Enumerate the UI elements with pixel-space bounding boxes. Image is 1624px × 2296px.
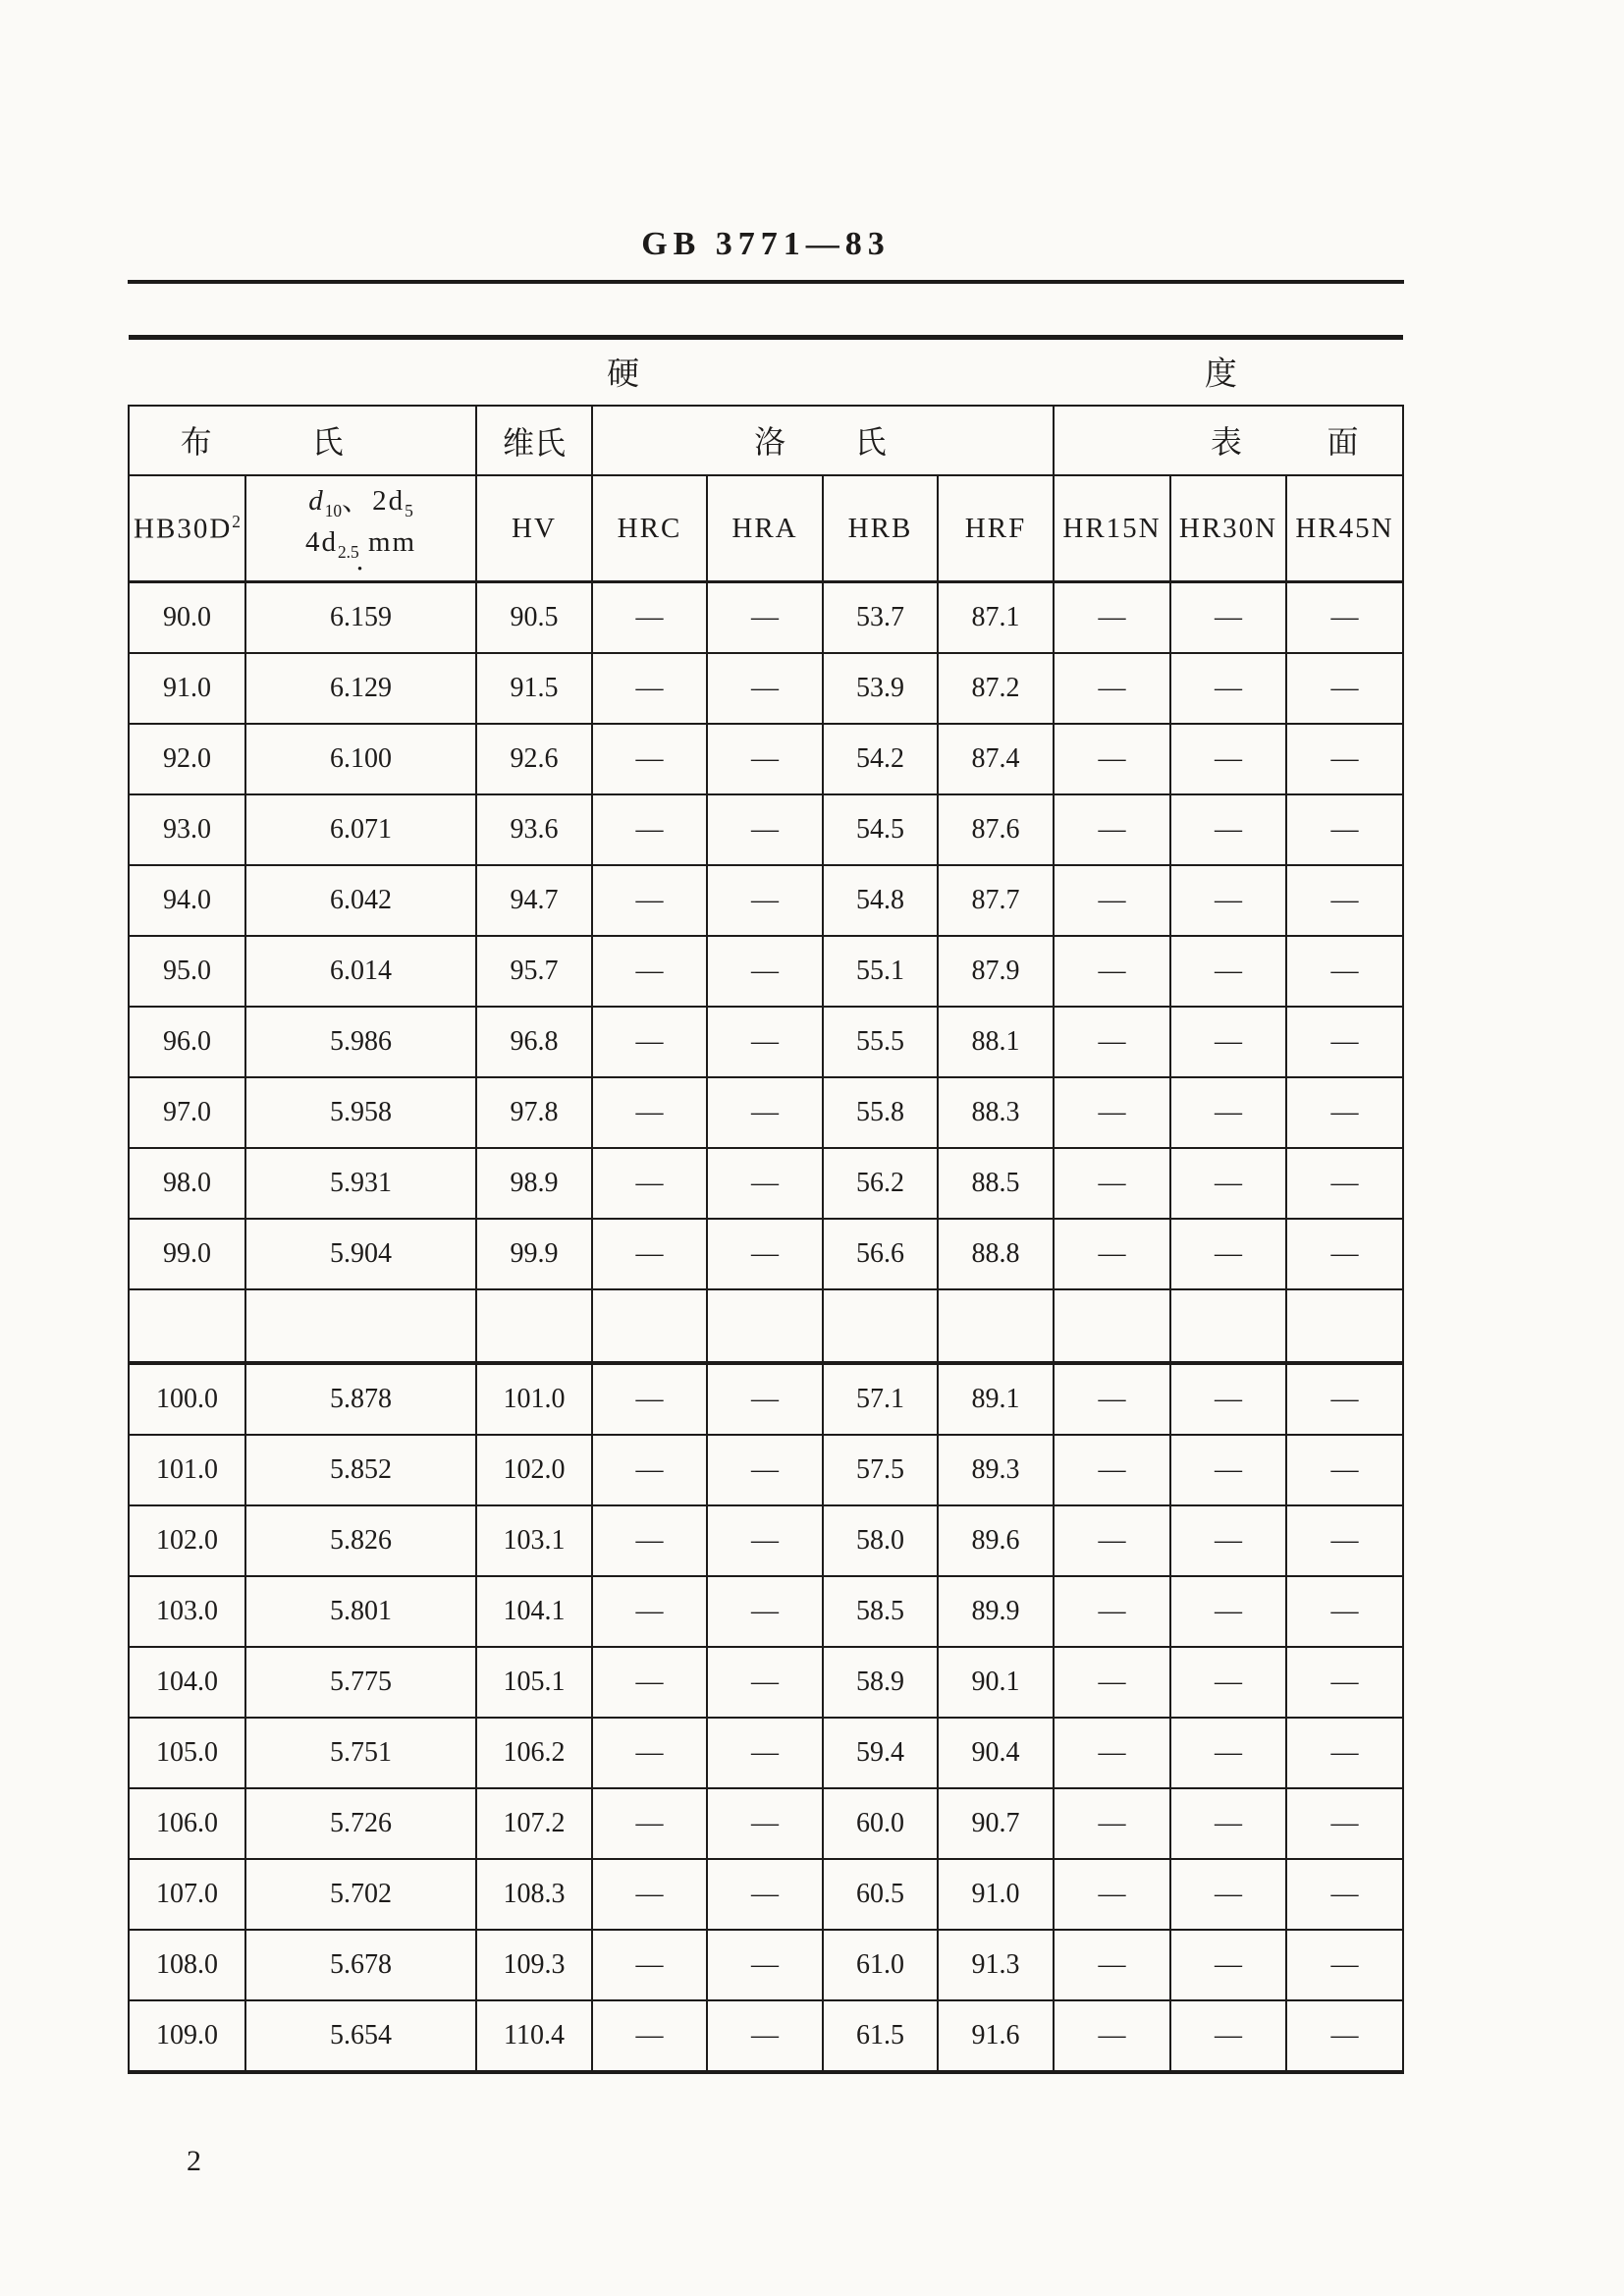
table-cell: 87.9 (938, 936, 1054, 1007)
table-cell: — (707, 1007, 823, 1077)
table-cell: — (1170, 865, 1286, 936)
table-cell: — (1170, 794, 1286, 865)
group-superficial-char2: 面 (1326, 423, 1359, 460)
hardness-conversion-table-wrap (128, 335, 1404, 2074)
table-cell: — (707, 1718, 823, 1788)
table-cell: 107.0 (129, 1859, 245, 1930)
table-cell: 97.0 (129, 1077, 245, 1148)
table-cell: 109.3 (476, 1930, 592, 2000)
table-cell: — (1286, 1007, 1403, 1077)
table-row (129, 865, 1403, 936)
table-cell: — (592, 1505, 707, 1576)
group-brinell (129, 406, 476, 475)
table-cell: — (592, 1930, 707, 2000)
table-cell: — (707, 1505, 823, 1576)
table-row (129, 1930, 1403, 2000)
table-cell: 94.0 (129, 865, 245, 936)
table-cell: 56.2 (823, 1148, 938, 1219)
table-cell: 88.1 (938, 1007, 1054, 1077)
title-rule (128, 280, 1404, 284)
table-cell: — (1170, 1576, 1286, 1647)
table-cell: 57.1 (823, 1363, 938, 1435)
table-cell: — (1054, 1007, 1170, 1077)
table-cell: — (592, 2000, 707, 2072)
table-cell: 53.9 (823, 653, 938, 724)
table-cell: 57.5 (823, 1435, 938, 1505)
table-cell: — (1054, 2000, 1170, 2072)
table-cell: 101.0 (476, 1363, 592, 1435)
table-cell: — (1054, 653, 1170, 724)
table-cell: — (592, 1077, 707, 1148)
table-cell: — (707, 582, 823, 654)
table-cell: — (1054, 1576, 1170, 1647)
table-cell: 90.7 (938, 1788, 1054, 1859)
table-row (129, 724, 1403, 794)
table-cell: 5.678 (245, 1930, 476, 2000)
table-cell: — (1054, 582, 1170, 654)
table-cell: — (1286, 653, 1403, 724)
table-cell: — (592, 1859, 707, 1930)
table-cell: 98.9 (476, 1148, 592, 1219)
table-cell: — (592, 1148, 707, 1219)
table-cell: 5.801 (245, 1576, 476, 1647)
table-cell: — (1286, 1647, 1403, 1718)
table-cell: — (1054, 724, 1170, 794)
table-row (129, 653, 1403, 724)
table-cell: — (1170, 653, 1286, 724)
col-header-hr30n: HR30N (1170, 475, 1286, 582)
table-cell: — (707, 865, 823, 936)
table-cell: 87.2 (938, 653, 1054, 724)
col-header-hrc: HRC (592, 475, 707, 582)
table-cell: — (1054, 1788, 1170, 1859)
table-cell: 108.0 (129, 1930, 245, 2000)
table-cell: — (1286, 1718, 1403, 1788)
table-cell: 60.5 (823, 1859, 938, 1930)
table-cell: — (707, 2000, 823, 2072)
col-header-indent-diameter: $d_{10}$、$2d_5$ $4d_{2.5}$ mm • (245, 475, 476, 582)
table-row (129, 1576, 1403, 1647)
col-header-hra: HRA (707, 475, 823, 582)
table-cell: — (1170, 2000, 1286, 2072)
table-row (129, 2000, 1403, 2072)
table-cell: 106.0 (129, 1788, 245, 1859)
table-cell: — (1170, 1077, 1286, 1148)
spacer-row (129, 1289, 1403, 1363)
table-cell: 6.071 (245, 794, 476, 865)
table-cell: — (1286, 1505, 1403, 1576)
band-char-du: 度 (1204, 356, 1237, 393)
band-char-ying: 硬 (607, 356, 640, 393)
table-cell: 59.4 (823, 1718, 938, 1788)
table-cell: — (592, 653, 707, 724)
table-cell: — (592, 865, 707, 936)
table-cell: — (1286, 1363, 1403, 1435)
table-cell: 107.2 (476, 1788, 592, 1859)
table-cell: 91.0 (129, 653, 245, 724)
table-cell: — (707, 1435, 823, 1505)
table-row (129, 794, 1403, 865)
table-cell: 103.0 (129, 1576, 245, 1647)
table-cell: — (1054, 1505, 1170, 1576)
table-cell: 90.0 (129, 582, 245, 654)
col-header-hrf: HRF (938, 475, 1054, 582)
table-cell: 106.2 (476, 1718, 592, 1788)
group-rockwell-char1: 洛 (754, 423, 786, 460)
table-cell: — (592, 1718, 707, 1788)
table-cell: — (1286, 1219, 1403, 1289)
table-cell: 89.9 (938, 1576, 1054, 1647)
table-row (129, 1647, 1403, 1718)
table-cell (129, 1289, 245, 1363)
table-cell (938, 1289, 1054, 1363)
table-cell: — (1170, 1148, 1286, 1219)
table-cell: 109.0 (129, 2000, 245, 2072)
table-cell: 110.4 (476, 2000, 592, 2072)
table-cell: 103.1 (476, 1505, 592, 1576)
table-cell: 55.8 (823, 1077, 938, 1148)
table-cell: 56.6 (823, 1219, 938, 1289)
table-cell (1286, 1289, 1403, 1363)
table-cell: — (1286, 582, 1403, 654)
table-cell: — (1286, 1788, 1403, 1859)
table-cell: 54.2 (823, 724, 938, 794)
table-cell: 5.726 (245, 1788, 476, 1859)
col-header-hv: HV (476, 475, 592, 582)
table-cell: — (1054, 1718, 1170, 1788)
table-cell: — (592, 794, 707, 865)
table-cell: 5.986 (245, 1007, 476, 1077)
table-row (129, 1718, 1403, 1788)
table-cell: 104.0 (129, 1647, 245, 1718)
table-cell: — (592, 1576, 707, 1647)
table-cell: 90.4 (938, 1718, 1054, 1788)
table-cell: — (707, 936, 823, 1007)
table-cell: 54.5 (823, 794, 938, 865)
table-cell: — (1170, 1859, 1286, 1930)
table-cell: 105.1 (476, 1647, 592, 1718)
table-cell: 89.3 (938, 1435, 1054, 1505)
table-cell (1170, 1289, 1286, 1363)
table-cell: 99.9 (476, 1219, 592, 1289)
table-cell: — (1170, 724, 1286, 794)
table-cell: 96.8 (476, 1007, 592, 1077)
table-cell: — (1054, 936, 1170, 1007)
group-header-row (129, 406, 1403, 475)
group-rockwell (592, 406, 1054, 475)
table-cell: 91.6 (938, 2000, 1054, 2072)
table-cell: — (1054, 1647, 1170, 1718)
table-cell: — (1170, 1363, 1286, 1435)
table-cell: 6.014 (245, 936, 476, 1007)
table-cell: 61.0 (823, 1930, 938, 2000)
group-superficial-char1: 表 (1210, 423, 1242, 460)
table-cell: 90.5 (476, 582, 592, 654)
table-cell: — (1286, 2000, 1403, 2072)
table-cell: 88.5 (938, 1148, 1054, 1219)
table-row (129, 1363, 1403, 1435)
table-cell: — (1054, 1219, 1170, 1289)
table-cell: — (1286, 1148, 1403, 1219)
table-cell: 6.159 (245, 582, 476, 654)
table-cell: 99.0 (129, 1219, 245, 1289)
table-cell: — (1286, 1859, 1403, 1930)
table-cell (1054, 1289, 1170, 1363)
table-cell: — (1286, 724, 1403, 794)
table-row (129, 1219, 1403, 1289)
hardness-conversion-table (128, 335, 1404, 2074)
table-row (129, 1007, 1403, 1077)
table-cell: — (1286, 1077, 1403, 1148)
page-number: 2 (187, 2145, 201, 2177)
table-cell: — (1054, 1435, 1170, 1505)
group-vickers: 维氏 (476, 406, 592, 475)
table-cell: — (592, 1788, 707, 1859)
table-row (129, 936, 1403, 1007)
table-cell: 104.1 (476, 1576, 592, 1647)
table-cell: 93.0 (129, 794, 245, 865)
col-header-hr15n: HR15N (1054, 475, 1170, 582)
group-rockwell-char2: 氏 (854, 423, 887, 460)
table-cell: 55.1 (823, 936, 938, 1007)
table-row (129, 1435, 1403, 1505)
table-cell: 87.6 (938, 794, 1054, 865)
table-cell: — (1286, 1576, 1403, 1647)
table-cell: 5.878 (245, 1363, 476, 1435)
table-cell: — (1170, 1930, 1286, 2000)
table-cell: — (1170, 1505, 1286, 1576)
table-cell (476, 1289, 592, 1363)
table-cell: — (1170, 1788, 1286, 1859)
table-cell (592, 1289, 707, 1363)
table-cell: 95.7 (476, 936, 592, 1007)
table-cell: 5.654 (245, 2000, 476, 2072)
table-cell: — (1054, 1077, 1170, 1148)
table-cell: 108.3 (476, 1859, 592, 1930)
band-row-hardness (129, 338, 1403, 407)
table-cell: 98.0 (129, 1148, 245, 1219)
table-row (129, 1148, 1403, 1219)
table-row (129, 1788, 1403, 1859)
table-cell: — (1170, 936, 1286, 1007)
table-cell (707, 1289, 823, 1363)
table-cell: — (1170, 582, 1286, 654)
table-cell: — (1286, 865, 1403, 936)
table-cell: 91.0 (938, 1859, 1054, 1930)
table-cell: 102.0 (476, 1435, 592, 1505)
table-cell: — (1286, 1930, 1403, 2000)
table-cell: 55.5 (823, 1007, 938, 1077)
table-cell: — (592, 1219, 707, 1289)
table-cell: 5.904 (245, 1219, 476, 1289)
table-cell: — (707, 1576, 823, 1647)
table-cell: 87.4 (938, 724, 1054, 794)
table-cell: 5.775 (245, 1647, 476, 1718)
table-cell: 105.0 (129, 1718, 245, 1788)
table-cell: — (592, 936, 707, 1007)
table-cell: — (707, 724, 823, 794)
table-cell: — (707, 1363, 823, 1435)
table-cell: 89.6 (938, 1505, 1054, 1576)
table-cell: — (1170, 1647, 1286, 1718)
stray-dot-mark: • (356, 562, 365, 578)
table-cell: 97.8 (476, 1077, 592, 1148)
table-cell: 89.1 (938, 1363, 1054, 1435)
table-cell: 5.751 (245, 1718, 476, 1788)
table-cell: 6.042 (245, 865, 476, 936)
table-cell: 53.7 (823, 582, 938, 654)
table-cell: — (592, 1363, 707, 1435)
table-cell: 101.0 (129, 1435, 245, 1505)
table-cell: — (1286, 794, 1403, 865)
table-cell: 88.3 (938, 1077, 1054, 1148)
table-cell: 102.0 (129, 1505, 245, 1576)
table-cell: — (707, 1859, 823, 1930)
table-cell: — (1054, 1363, 1170, 1435)
table-cell: 91.5 (476, 653, 592, 724)
table-cell (823, 1289, 938, 1363)
table-cell: 100.0 (129, 1363, 245, 1435)
table-cell: 5.702 (245, 1859, 476, 1930)
table-cell: — (1170, 1007, 1286, 1077)
table-cell: — (592, 1007, 707, 1077)
table-cell: 60.0 (823, 1788, 938, 1859)
col-header-hrb: HRB (823, 475, 938, 582)
table-cell: — (1286, 1435, 1403, 1505)
table-cell: 6.129 (245, 653, 476, 724)
column-header-row (129, 475, 1403, 582)
table-cell: 92.0 (129, 724, 245, 794)
table-cell: — (1170, 1718, 1286, 1788)
group-brinell-char1: 布 (180, 423, 212, 460)
table-cell: 5.931 (245, 1148, 476, 1219)
table-cell: — (707, 653, 823, 724)
table-cell: 5.826 (245, 1505, 476, 1576)
table-cell: — (1054, 865, 1170, 936)
table-cell: — (1170, 1219, 1286, 1289)
table-cell: 5.958 (245, 1077, 476, 1148)
table-cell: 58.9 (823, 1647, 938, 1718)
table-cell: — (592, 582, 707, 654)
table-cell: 6.100 (245, 724, 476, 794)
group-brinell-char2: 氏 (311, 423, 344, 460)
table-cell: — (1054, 1930, 1170, 2000)
table-cell: 92.6 (476, 724, 592, 794)
table-cell: 91.3 (938, 1930, 1054, 2000)
table-cell: 87.7 (938, 865, 1054, 936)
table-cell: 54.8 (823, 865, 938, 936)
table-cell: 5.852 (245, 1435, 476, 1505)
table-cell: — (707, 1788, 823, 1859)
table-row (129, 1077, 1403, 1148)
document-title: GB 3771—83 (641, 226, 891, 262)
table-cell: — (1054, 1859, 1170, 1930)
table-cell: — (1054, 1148, 1170, 1219)
table-cell: — (592, 724, 707, 794)
table-row (129, 582, 1403, 654)
table-cell: — (592, 1647, 707, 1718)
table-cell: 96.0 (129, 1007, 245, 1077)
table-cell: 88.8 (938, 1219, 1054, 1289)
table-cell: — (707, 1148, 823, 1219)
table-cell: — (707, 1219, 823, 1289)
col-header-hb30d2: $HB30D^2$ (129, 475, 245, 582)
table-cell: 87.1 (938, 582, 1054, 654)
table-cell: — (1170, 1435, 1286, 1505)
table-cell: — (1054, 794, 1170, 865)
table-cell: 58.0 (823, 1505, 938, 1576)
table-cell: — (592, 1435, 707, 1505)
table-cell: — (707, 794, 823, 865)
table-cell: 95.0 (129, 936, 245, 1007)
table-cell: — (707, 1647, 823, 1718)
table-cell: — (1286, 936, 1403, 1007)
table-cell: 61.5 (823, 2000, 938, 2072)
table-row (129, 1505, 1403, 1576)
table-cell: 90.1 (938, 1647, 1054, 1718)
table-cell: 58.5 (823, 1576, 938, 1647)
table-cell: — (707, 1930, 823, 2000)
band-cell (129, 338, 1403, 407)
table-cell: 94.7 (476, 865, 592, 936)
table-cell (245, 1289, 476, 1363)
table-cell: 93.6 (476, 794, 592, 865)
table-cell: — (707, 1077, 823, 1148)
group-superficial (1054, 406, 1403, 475)
table-row (129, 1859, 1403, 1930)
col-header-hr45n: HR45N (1286, 475, 1403, 582)
